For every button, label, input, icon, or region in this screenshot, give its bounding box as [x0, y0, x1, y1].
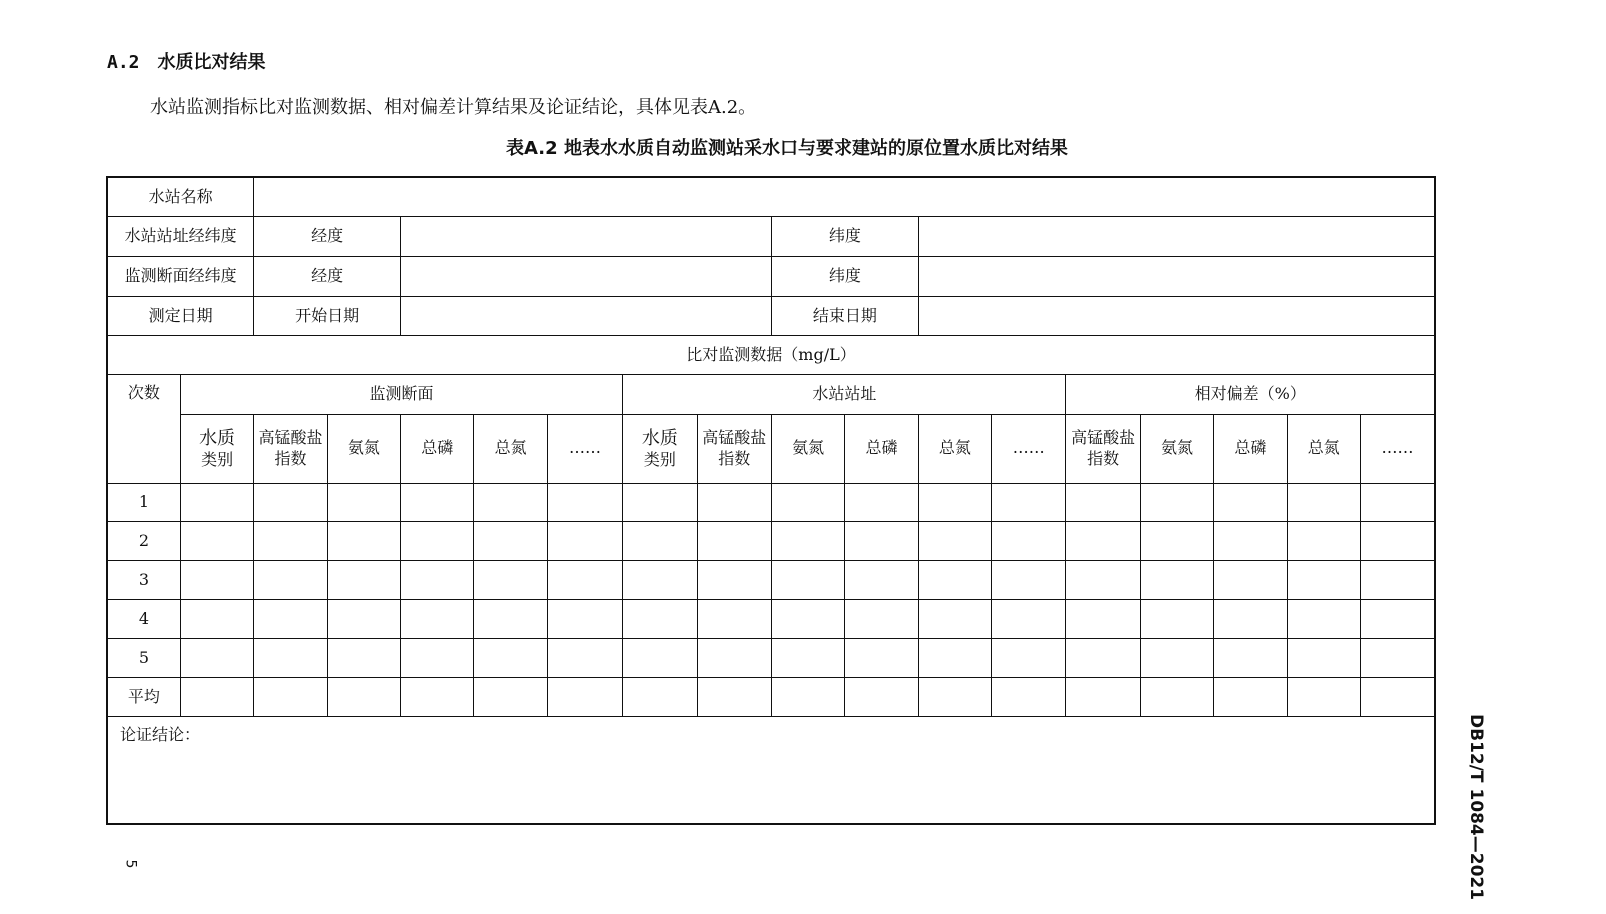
row-label: 1: [107, 483, 180, 522]
table-cell: [918, 600, 991, 639]
label-count: 次数: [107, 375, 180, 484]
table-cell: [771, 639, 844, 678]
table-cell: [1066, 678, 1140, 717]
row-label: 4: [107, 600, 180, 639]
table-cell: [180, 600, 253, 639]
col-total-phosphorus: 总磷: [401, 414, 474, 483]
table-cell: [1360, 678, 1435, 717]
row-section-coord: [107, 257, 1435, 297]
col-water-quality: 水质 类别: [623, 414, 697, 483]
table-cell: [845, 600, 918, 639]
table-cell: [1214, 678, 1287, 717]
group-deviation: 相对偏差（%）: [1066, 375, 1435, 415]
group-station: 水站站址: [623, 375, 1066, 415]
value-longitude: [401, 217, 772, 257]
table-cell: [1214, 483, 1287, 522]
table-row: [107, 561, 1435, 600]
col-water-quality: 水质 类别: [180, 414, 253, 483]
table-cell: [1360, 561, 1435, 600]
table-cell: [327, 639, 400, 678]
table-cell: [697, 678, 771, 717]
table-cell: [401, 561, 474, 600]
comparison-table: [106, 176, 1436, 825]
table-cell: [992, 600, 1066, 639]
col-permanganate: 高锰酸盐 指数: [254, 414, 327, 483]
table-row: [107, 483, 1435, 522]
table-cell: [771, 561, 844, 600]
table-cell: [697, 639, 771, 678]
table-cell: [180, 522, 253, 561]
table-cell: [1214, 639, 1287, 678]
table-row: [107, 639, 1435, 678]
table-cell: [254, 561, 327, 600]
table-cell: [697, 561, 771, 600]
table-cell: [474, 561, 547, 600]
table-cell: [401, 600, 474, 639]
table-cell: [401, 522, 474, 561]
table-cell: [992, 522, 1066, 561]
table-cell: [1140, 678, 1213, 717]
row-station-coord: [107, 217, 1435, 257]
table-cell: [547, 483, 622, 522]
label-station-name: 水站名称: [107, 177, 254, 217]
table-cell: [1214, 600, 1287, 639]
col-total-phosphorus: 总磷: [1214, 414, 1287, 483]
table-cell: [1066, 561, 1140, 600]
table-cell: [918, 639, 991, 678]
table-cell: [1140, 600, 1213, 639]
table-cell: [474, 483, 547, 522]
row-conclusion: [107, 717, 1435, 825]
label-latitude: 纬度: [771, 217, 918, 257]
table-cell: [1066, 522, 1140, 561]
col-ammonia: 氨氮: [327, 414, 400, 483]
value-station-name: [254, 177, 1435, 217]
table-cell: [1066, 483, 1140, 522]
table-cell: [1360, 639, 1435, 678]
row-label: 2: [107, 522, 180, 561]
col-ammonia: 氨氮: [1140, 414, 1213, 483]
table-cell: [1287, 483, 1360, 522]
table-cell: [623, 483, 697, 522]
label-station-coord: 水站站址经纬度: [107, 217, 254, 257]
conclusion-label: 论证结论：: [107, 717, 1435, 825]
table-cell: [547, 600, 622, 639]
row-label: 平均: [107, 678, 180, 717]
label-end-date: 结束日期: [771, 297, 918, 336]
table-cell: [327, 561, 400, 600]
table-cell: [180, 639, 253, 678]
data-rows: [107, 483, 1435, 716]
col-permanganate: 高锰酸盐 指数: [1066, 414, 1140, 483]
col-ammonia: 氨氮: [771, 414, 844, 483]
table-cell: [697, 483, 771, 522]
col-more: ……: [1360, 414, 1435, 483]
row-label: 5: [107, 639, 180, 678]
value-latitude: [918, 217, 1435, 257]
table-cell: [697, 522, 771, 561]
label-longitude: 经度: [254, 257, 401, 297]
table-row: [107, 522, 1435, 561]
table-cell: [623, 561, 697, 600]
value-start-date: [401, 297, 772, 336]
table-cell: [845, 483, 918, 522]
col-more: ……: [547, 414, 622, 483]
table-cell: [697, 600, 771, 639]
row-station-name: [107, 177, 1435, 217]
table-cell: [1140, 561, 1213, 600]
table-cell: [918, 678, 991, 717]
value-latitude: [918, 257, 1435, 297]
table-caption: 表A.2 地表水水质自动监测站采水口与要求建站的原位置水质比对结果: [506, 138, 1068, 159]
table-cell: [180, 483, 253, 522]
table-cell: [1287, 561, 1360, 600]
standard-code: DB12/T 1084—2021: [1466, 714, 1486, 901]
table-cell: [1287, 600, 1360, 639]
table-cell: [623, 639, 697, 678]
table-cell: [845, 522, 918, 561]
table-cell: [771, 678, 844, 717]
table-cell: [992, 483, 1066, 522]
row-dates: [107, 297, 1435, 336]
section-heading: [107, 48, 266, 74]
table-cell: [327, 522, 400, 561]
table-cell: [1214, 522, 1287, 561]
table-cell: [1214, 561, 1287, 600]
col-total-nitrogen: 总氮: [918, 414, 991, 483]
table-cell: [401, 639, 474, 678]
table-cell: [1360, 483, 1435, 522]
col-total-phosphorus: 总磷: [845, 414, 918, 483]
row-column-headers: [107, 414, 1435, 483]
table-cell: [771, 483, 844, 522]
table-cell: [1287, 639, 1360, 678]
value-end-date: [918, 297, 1435, 336]
table-cell: [1140, 639, 1213, 678]
table-cell: [474, 678, 547, 717]
table-cell: [547, 561, 622, 600]
table-cell: [845, 561, 918, 600]
value-longitude: [401, 257, 772, 297]
table-cell: [474, 522, 547, 561]
table-cell: [1066, 639, 1140, 678]
table-cell: [401, 678, 474, 717]
row-group-headers: [107, 375, 1435, 415]
table-cell: [474, 600, 547, 639]
table-cell: [180, 561, 253, 600]
table-row: [107, 678, 1435, 717]
label-start-date: 开始日期: [254, 297, 401, 336]
table-cell: [547, 522, 622, 561]
col-total-nitrogen: 总氮: [474, 414, 547, 483]
label-longitude: 经度: [254, 217, 401, 257]
table-cell: [1140, 522, 1213, 561]
table-cell: [327, 678, 400, 717]
table-cell: [254, 483, 327, 522]
table-cell: [992, 678, 1066, 717]
table-cell: [623, 522, 697, 561]
table-cell: [254, 678, 327, 717]
table-cell: [547, 639, 622, 678]
section-number: A.2: [107, 52, 140, 73]
table-cell: [1140, 483, 1213, 522]
table-cell: [1360, 522, 1435, 561]
table-cell: [771, 522, 844, 561]
table-cell: [845, 639, 918, 678]
table-cell: [474, 639, 547, 678]
table-cell: [918, 483, 991, 522]
table-cell: [1360, 600, 1435, 639]
table-cell: [254, 600, 327, 639]
table-cell: [254, 639, 327, 678]
table-row: [107, 600, 1435, 639]
table-cell: [327, 600, 400, 639]
table-cell: [845, 678, 918, 717]
table-cell: [1066, 600, 1140, 639]
table-cell: [401, 483, 474, 522]
table-cell: [623, 600, 697, 639]
col-permanganate: 高锰酸盐 指数: [697, 414, 771, 483]
page-number: 5: [122, 859, 139, 869]
table-cell: [992, 639, 1066, 678]
table-cell: [180, 678, 253, 717]
table-cell: [1287, 678, 1360, 717]
col-more: ……: [992, 414, 1066, 483]
row-compare-title: [107, 336, 1435, 375]
table-cell: [327, 483, 400, 522]
col-total-nitrogen: 总氮: [1287, 414, 1360, 483]
table-cell: [918, 522, 991, 561]
table-cell: [254, 522, 327, 561]
table-cell: [1287, 522, 1360, 561]
table-cell: [547, 678, 622, 717]
label-section-coord: 监测断面经纬度: [107, 257, 254, 297]
section-title: 水质比对结果: [157, 52, 266, 73]
label-date: 测定日期: [107, 297, 254, 336]
group-section: 监测断面: [180, 375, 622, 415]
intro-paragraph: 水站监测指标比对监测数据、相对偏差计算结果及论证结论，具体见表A.2。: [150, 97, 757, 118]
label-latitude: 纬度: [771, 257, 918, 297]
row-label: 3: [107, 561, 180, 600]
table-cell: [623, 678, 697, 717]
compare-title: 比对监测数据（mg/L）: [107, 336, 1435, 375]
table-cell: [771, 600, 844, 639]
table-cell: [918, 561, 991, 600]
table-cell: [992, 561, 1066, 600]
